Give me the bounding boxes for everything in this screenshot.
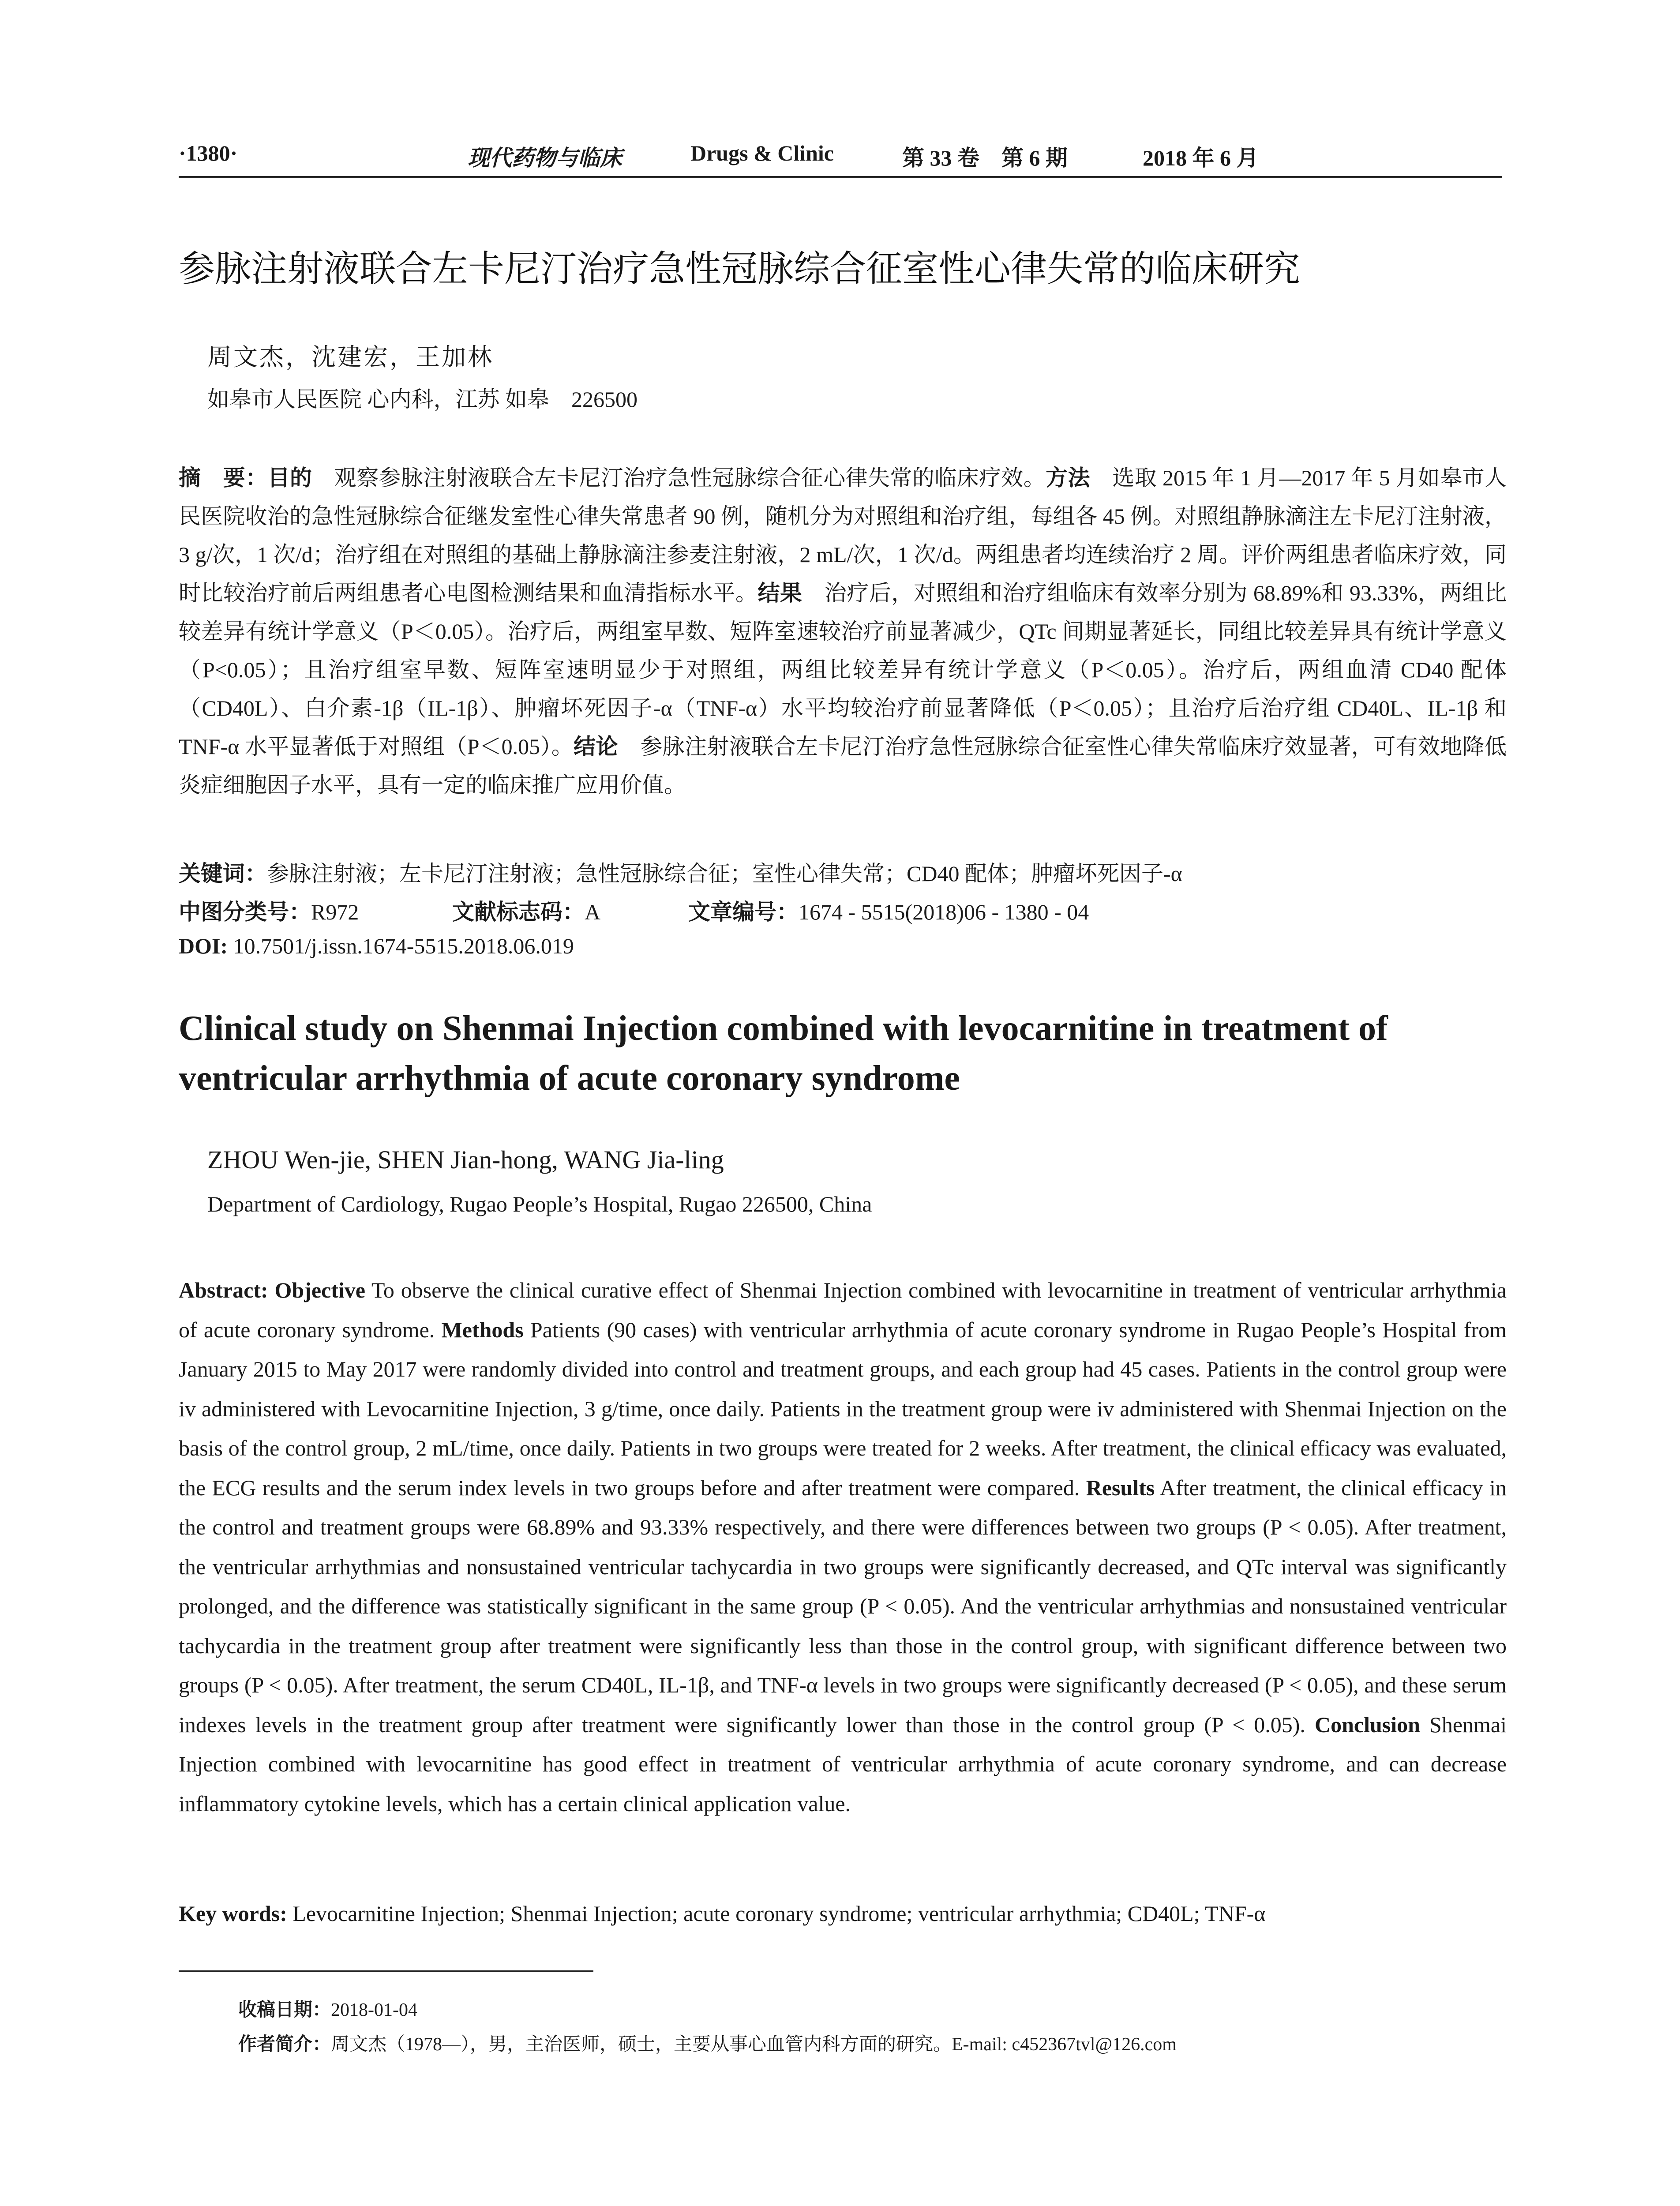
received-label: 收稿日期： [238, 1999, 331, 2020]
issue-date: 2018 年 6 月 [1143, 146, 1259, 170]
classification-line [179, 894, 1089, 926]
doc-code-value: A [585, 900, 601, 924]
results-label: 结果 [758, 580, 802, 606]
english-keywords [179, 1901, 1265, 1926]
abstract-label-en: Abstract: [179, 1278, 275, 1302]
methods-label: 方法 [1046, 465, 1090, 491]
methods-text-en: Patients (90 cases) with ventricular arrhythmia of acute coronary syndrome in Rugao People’s Hospital from January 2015 to May 2017 were randomly divided into control and treatment groups, and each group had 45 cases. Patients in the control group were iv administered with Levocarnitine Injection, 3 g/time, once daily. Patients in the treatment group were iv administered with Shenmai Injection on the basis of the control group, 2 mL/time, once daily. Patients in two groups were treated for 2 weeks. After treatment, the clinical efficacy was evaluated, the ECG results and the serum index levels in two groups before and after treatment were compared. [179, 1317, 1507, 1500]
article-no-value: 1674 - 5515(2018)06 - 1380 - 04 [799, 900, 1089, 924]
abstract-label: 摘 要： [179, 465, 268, 491]
chinese-keywords [179, 856, 1182, 888]
bio-label: 作者简介： [238, 2033, 331, 2055]
results-label-en: Results [1086, 1475, 1155, 1500]
page-number: ·1380· [179, 141, 238, 165]
results-text: 治疗后，对照组和治疗组临床有效率分别为 68.89%和 93.33%，两组比较差异有统计学意义（P＜0.05）。治疗后，两组室早数、短阵室速较治疗前显著减少，QTc 间期显著延长，同组比较差异具有统计学意义（P<0.05）；且治疗组室早数、短阵室速明显少于对照组，两组比较差异有统计学意义（P＜0.05）。治疗后，两组血清 CD40 配体（CD40L）、白介素-1β（IL-1β）、肿瘤坏死因子-α（TNF-α）水平均较治疗前显著降低（P＜0.05）；且治疗后治疗组 CD40L、IL-1β 和 TNF-α 水平显著低于对照组（P＜0.05）。 [179, 581, 1507, 759]
footnote-received [238, 1995, 417, 2022]
received-date: 2018-01-04 [331, 2000, 417, 2020]
conclusion-text: 参脉注射液联合左卡尼汀治疗急性冠脉综合征室性心律失常临床疗效显著，可有效地降低炎症细胞因子水平，具有一定的临床推广应用价值。 [179, 734, 1507, 797]
header-divider [179, 176, 1502, 178]
doc-code-label: 文献标志码： [452, 899, 585, 925]
keywords-label-en: Key words: [179, 1901, 293, 1926]
keywords-text: 参脉注射液；左卡尼汀注射液；急性冠脉综合征；室性心律失常；CD40 配体；肿瘤坏死因子-α [267, 861, 1182, 886]
article-no-label: 文章编号： [688, 899, 799, 925]
conclusion-text-en: Shenmai Injection combined with levocarnitine has good effect in treatment of ventricular arrhythmia of acute coronary syndrome, and can decrease inflammatory cytokine levels, which has a certain clinical application value. [179, 1712, 1507, 1816]
volume-issue: 第 33 卷 第 6 期 [902, 146, 1068, 170]
chinese-authors: 周文杰，沈建宏，王加林 [207, 344, 494, 371]
objective-text-en: To observe the clinical curative effect of Shenmai Injection combined with levocarnitine in treatment of ventricular arrhythmia of acute coronary syndrome. [179, 1278, 1507, 1342]
running-header [179, 140, 1502, 171]
results-text-en: After treatment, the clinical efficacy in the control and treatment groups were 68.89% and 93.33% respectively, and there were differences between two groups (P < 0.05). After treatment, the ventricular arrhythmias and nonsustained ventricular tachycardia in two groups were significantly decreased, and QTc interval was significantly prolonged, and the difference was statistically significant in the same group (P < 0.05). And the ventricular arrhythmias and nonsustained ventricular tachycardia in the treatment group after treatment were significantly less than those in the control group, with significant difference between two groups (P < 0.05). After treatment, the serum CD40L, IL-1β, and TNF-α levels in two groups were significantly decreased (P < 0.05), and these serum indexes levels in the treatment group after treatment were significantly lower than those in the control group (P < 0.05). [179, 1475, 1507, 1737]
footnote-author-bio [238, 2030, 1177, 2056]
chinese-title: 参脉注射液联合左卡尼汀治疗急性冠脉综合征室性心律失常的临床研究 [179, 248, 1301, 290]
bio-text: 周文杰（1978—），男，主治医师，硕士，主要从事心血管内科方面的研究。E-mail: c452367tvl@126.com [331, 2034, 1177, 2055]
clc-value: R972 [311, 900, 359, 924]
objective-label: 目的 [267, 465, 312, 491]
keywords-label: 关键词： [179, 861, 267, 886]
journal-name-cn: 现代药物与临床 [468, 145, 622, 171]
footnote-divider [179, 1970, 593, 1972]
english-abstract [179, 1271, 1507, 1823]
chinese-abstract [179, 459, 1507, 804]
english-authors: ZHOU Wen-jie, SHEN Jian-hong, WANG Jia-ling [207, 1145, 724, 1174]
clc-label: 中图分类号： [179, 899, 311, 925]
conclusion-label: 结论 [574, 734, 618, 759]
journal-name-en: Drugs & Clinic [690, 141, 834, 165]
doi-line [179, 933, 574, 959]
objective-text: 观察参脉注射液联合左卡尼汀治疗急性冠脉综合征心律失常的临床疗效。 [312, 465, 1046, 490]
methods-text: 选取 2015 年 1 月—2017 年 5 月如皋市人民医院收治的急性冠脉综合征继发室性心律失常患者 90 例，随机分为对照组和治疗组，每组各 45 例。对照组静脉滴注左卡尼汀注射液，3 g/次，1 次/d；治疗组在对照组的基础上静脉滴注参麦注射液，2 mL/次，1 次/d。两组患者均连续治疗 2 周。评价两组患者临床疗效，同时比较治疗前后两组患者心电图检测结果和血清指标水平。 [179, 465, 1507, 605]
doi-value[interactable]: 10.7501/j.issn.1674-5515.2018.06.019 [233, 934, 574, 958]
methods-label-en: Methods [441, 1317, 524, 1342]
english-affiliation: Department of Cardiology, Rugao People’s Hospital, Rugao 226500, China [207, 1192, 872, 1216]
objective-label-en: Objective [274, 1278, 365, 1302]
chinese-affiliation: 如皋市人民医院 心内科，江苏 如皋 226500 [207, 387, 638, 412]
english-title: Clinical study on Shenmai Injection combined with levocarnitine in treatment of ventricular arrhythmia of acute coronary syndrome [179, 1009, 1388, 1098]
keywords-text-en: Levocarnitine Injection; Shenmai Injection; acute coronary syndrome; ventricular arrhythmia; CD40L; TNF-α [292, 1901, 1266, 1926]
doi-label: DOI: [179, 934, 228, 958]
conclusion-label-en: Conclusion [1314, 1712, 1420, 1737]
